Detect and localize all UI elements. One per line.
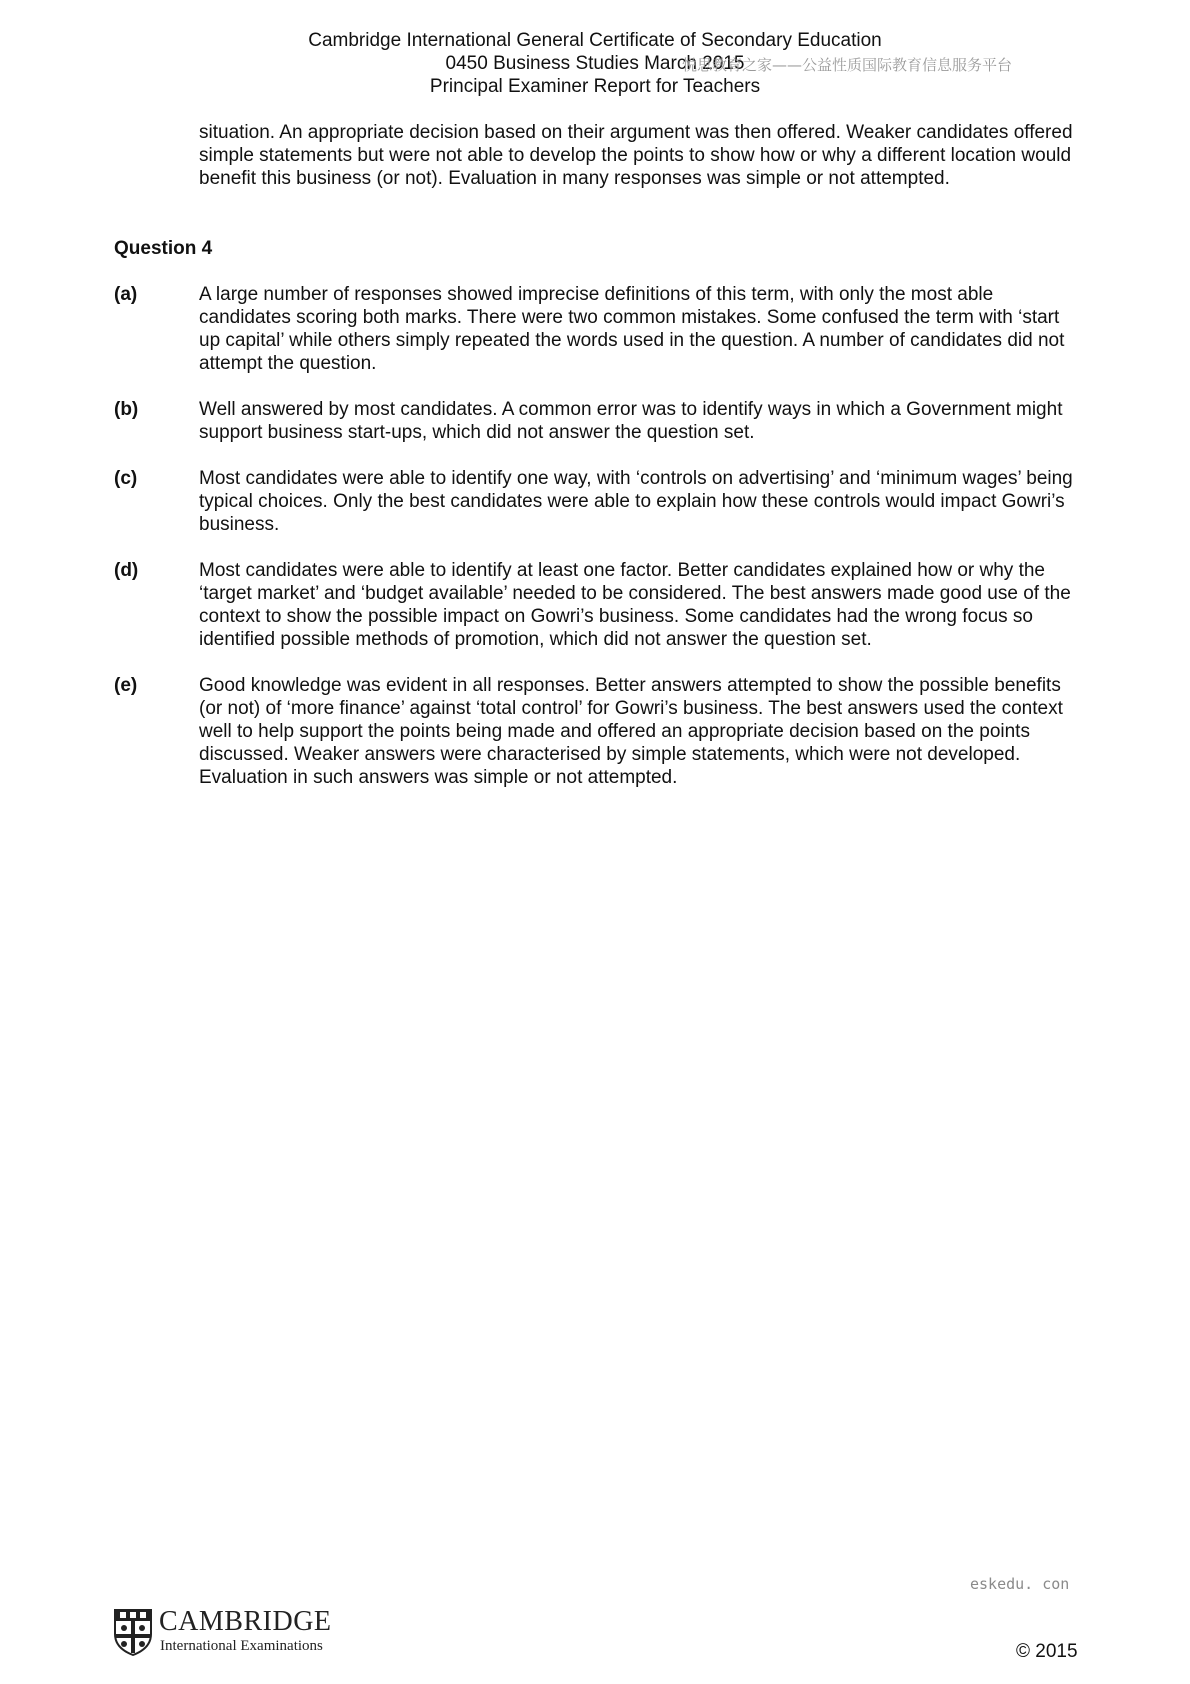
part-text: Well answered by most candidates. A common error was to identify ways in which a Government might support business start-ups, which did not answer the question set. bbox=[199, 399, 1063, 443]
part-label: (c) bbox=[114, 468, 138, 489]
header-course: 0450 Business Studies March 2015 bbox=[445, 53, 745, 74]
question-part-d bbox=[114, 559, 1079, 651]
question-part-b bbox=[114, 398, 1079, 444]
copyright: © 2015 bbox=[1016, 1641, 1078, 1662]
question-part-e bbox=[114, 674, 1079, 789]
part-text: A large number of responses showed imprecise definitions of this term, with only the most able candidates scoring both marks. There were two common mistakes. Some confused the term with ‘start up capital’ while others simply repeated the words used in the question. A number of candidates did not attempt the question. bbox=[199, 284, 1065, 374]
cambridge-logo bbox=[113, 1608, 353, 1658]
logo-subtitle: International Examinations bbox=[160, 1638, 323, 1654]
question-part-c bbox=[114, 467, 1079, 536]
question-part-a bbox=[114, 283, 1079, 375]
part-text: Most candidates were able to identify at least one factor. Better candidates explained how or why the ‘target market’ and ‘budget available’ needed to be considered. The best answers made good use of the context to show the possible impact on Gowri’s business. Some candidates had the wrong focus so identified possible methods of promotion, which did not answer the question set. bbox=[199, 560, 1071, 650]
part-label: (b) bbox=[114, 399, 139, 420]
part-text: Most candidates were able to identify one way, with ‘controls on advertising’ and ‘minimum wages’ being typical choices. Only the best candidates were able to explain how these controls would impact Gowri’s business. bbox=[199, 468, 1073, 535]
site-watermark: eskedu. con bbox=[970, 1575, 1070, 1593]
chinese-watermark: 悦思教育之家——公益性质国际教育信息服务平台 bbox=[682, 56, 1013, 74]
part-text: Good knowledge was evident in all responses. Better answers attempted to show the possible benefits (or not) of ‘more finance’ against ‘total control’ for Gowri’s business. The best answers used the context well to help support the points being made and offered an appropriate decision based on the points discussed. Weaker answers were characterised by simple statements, which were not developed. Evaluation in such answers was simple or not attempted. bbox=[199, 675, 1063, 788]
part-label: (d) bbox=[114, 560, 139, 581]
header-report-type: Principal Examiner Report for Teachers bbox=[429, 76, 761, 97]
part-label: (e) bbox=[114, 675, 138, 696]
cambridge-shield-icon bbox=[113, 1608, 153, 1656]
logo-name: CAMBRIDGE bbox=[159, 1606, 332, 1637]
header-title: Cambridge International General Certificate of Secondary Education bbox=[308, 30, 882, 51]
question-heading: Question 4 bbox=[114, 238, 213, 259]
continued-paragraph: situation. An appropriate decision based on their argument was then offered. Weaker candidates offered simple statements but were not able to develop the points to show how or why a different location would benefit this business (or not). Evaluation in many responses was simple or not attempted. bbox=[199, 122, 1073, 189]
part-label: (a) bbox=[114, 284, 138, 305]
